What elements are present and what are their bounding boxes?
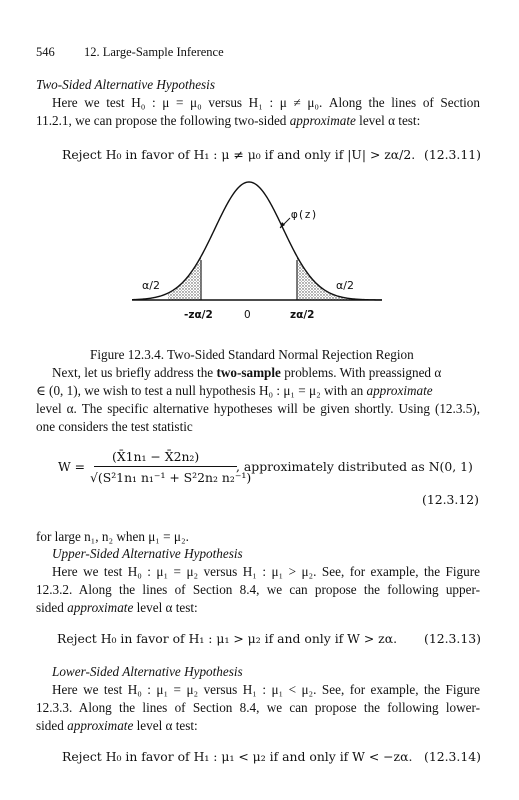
paragraph-line: 12.3.3. Along the lines of Section 8.4, we can propose the following lower-: [36, 700, 480, 715]
running-header: 12. Large-Sample Inference: [84, 45, 224, 59]
equation-12-3-11: Reject H₀ in favor of H₁ : μ ≠ μ₀ if and only if |U| > zα/2.: [62, 147, 416, 162]
left-rejection-region: [168, 256, 201, 300]
paragraph-line: Here we test H₀ : μ = μ₀ versus H₁ : μ ≠ μ₀. Along the lines of Section: [52, 95, 480, 110]
normal-rejection-region-figure: [128, 174, 388, 326]
equation-number: (12.3.14): [424, 749, 481, 764]
tick-label-left: -zα/2: [184, 309, 213, 321]
text-run: Next, let us briefly address the: [52, 365, 217, 380]
paragraph-line: level α. The specific alternative hypotheses will be given shortly. Using (12.3.5),: [36, 401, 480, 416]
text-run: level α test:: [133, 718, 198, 733]
equation-number: (12.3.11): [424, 147, 481, 162]
paragraph-line: [36, 383, 433, 399]
equation-description: , approximately distributed as N(0, 1): [236, 459, 473, 474]
emphasis-text: approximate: [67, 600, 134, 615]
tick-label-right: zα/2: [290, 309, 315, 321]
emphasis-text: approximate: [366, 383, 433, 398]
figure-caption: Figure 12.3.4. Two-Sided Standard Normal Rejection Region: [90, 347, 414, 362]
page-number: 546: [36, 45, 55, 59]
equation-number: (12.3.13): [424, 631, 481, 646]
right-tail-label: α/2: [336, 279, 354, 292]
equation-number: (12.3.12): [422, 492, 479, 507]
text-run: level α test:: [355, 113, 421, 128]
paragraph-line: [36, 600, 198, 616]
left-tail-label: α/2: [142, 279, 160, 292]
fraction-bar: [94, 466, 237, 467]
section-heading-lower-sided: Lower-Sided Alternative Hypothesis: [52, 664, 243, 679]
text-run: ∈ (0, 1), we wish to test a null hypothesis H₀ : μ₁ = μ₂ with an: [36, 383, 367, 398]
tick-label-center: 0: [244, 309, 251, 321]
equation-denominator: √(S²1n₁ n₁⁻¹ + S²2n₂ n₂⁻¹): [90, 470, 252, 485]
paragraph-line: Here we test H₀ : μ₁ = μ₂ versus H₁ : μ₁ > μ₂. See, for example, the Figure: [52, 564, 480, 579]
paragraph-line: [52, 365, 441, 381]
paragraph-line: [36, 113, 420, 129]
bold-term: two-sample: [216, 365, 281, 380]
emphasis-text: approximate: [67, 718, 134, 733]
text-run: problems. With preassigned α: [280, 365, 442, 380]
text-run: sided: [36, 600, 68, 615]
text-run: 11.2.1, we can propose the following two-sided: [36, 113, 290, 128]
paragraph-line: one considers the test statistic: [36, 419, 193, 434]
paragraph-line: for large n₁, n₂ when μ₁ = μ₂.: [36, 529, 189, 544]
paragraph-line: Here we test H₀ : μ₁ = μ₂ versus H₁ : μ₁ < μ₂. See, for example, the Figure: [52, 682, 480, 697]
equation-lhs: W =: [58, 459, 86, 474]
equation-12-3-14: Reject H₀ in favor of H₁ : μ₁ < μ₂ if and only if W < −zα.: [62, 749, 413, 764]
curve-label-phi: φ(z): [291, 208, 318, 221]
section-heading-upper-sided: Upper-Sided Alternative Hypothesis: [52, 546, 243, 561]
text-run: level α test:: [133, 600, 198, 615]
equation-numerator: (X̄1n₁ − X̄2n₂): [112, 449, 200, 464]
emphasis-text: approximate: [289, 113, 356, 128]
paragraph-line: [36, 718, 198, 734]
section-heading-two-sided: Two-Sided Alternative Hypothesis: [36, 77, 215, 92]
equation-12-3-13: Reject H₀ in favor of H₁ : μ₁ > μ₂ if and only if W > zα.: [57, 631, 398, 646]
text-run: sided: [36, 718, 68, 733]
paragraph-line: 12.3.2. Along the lines of Section 8.4, we can propose the following upper-: [36, 582, 480, 597]
